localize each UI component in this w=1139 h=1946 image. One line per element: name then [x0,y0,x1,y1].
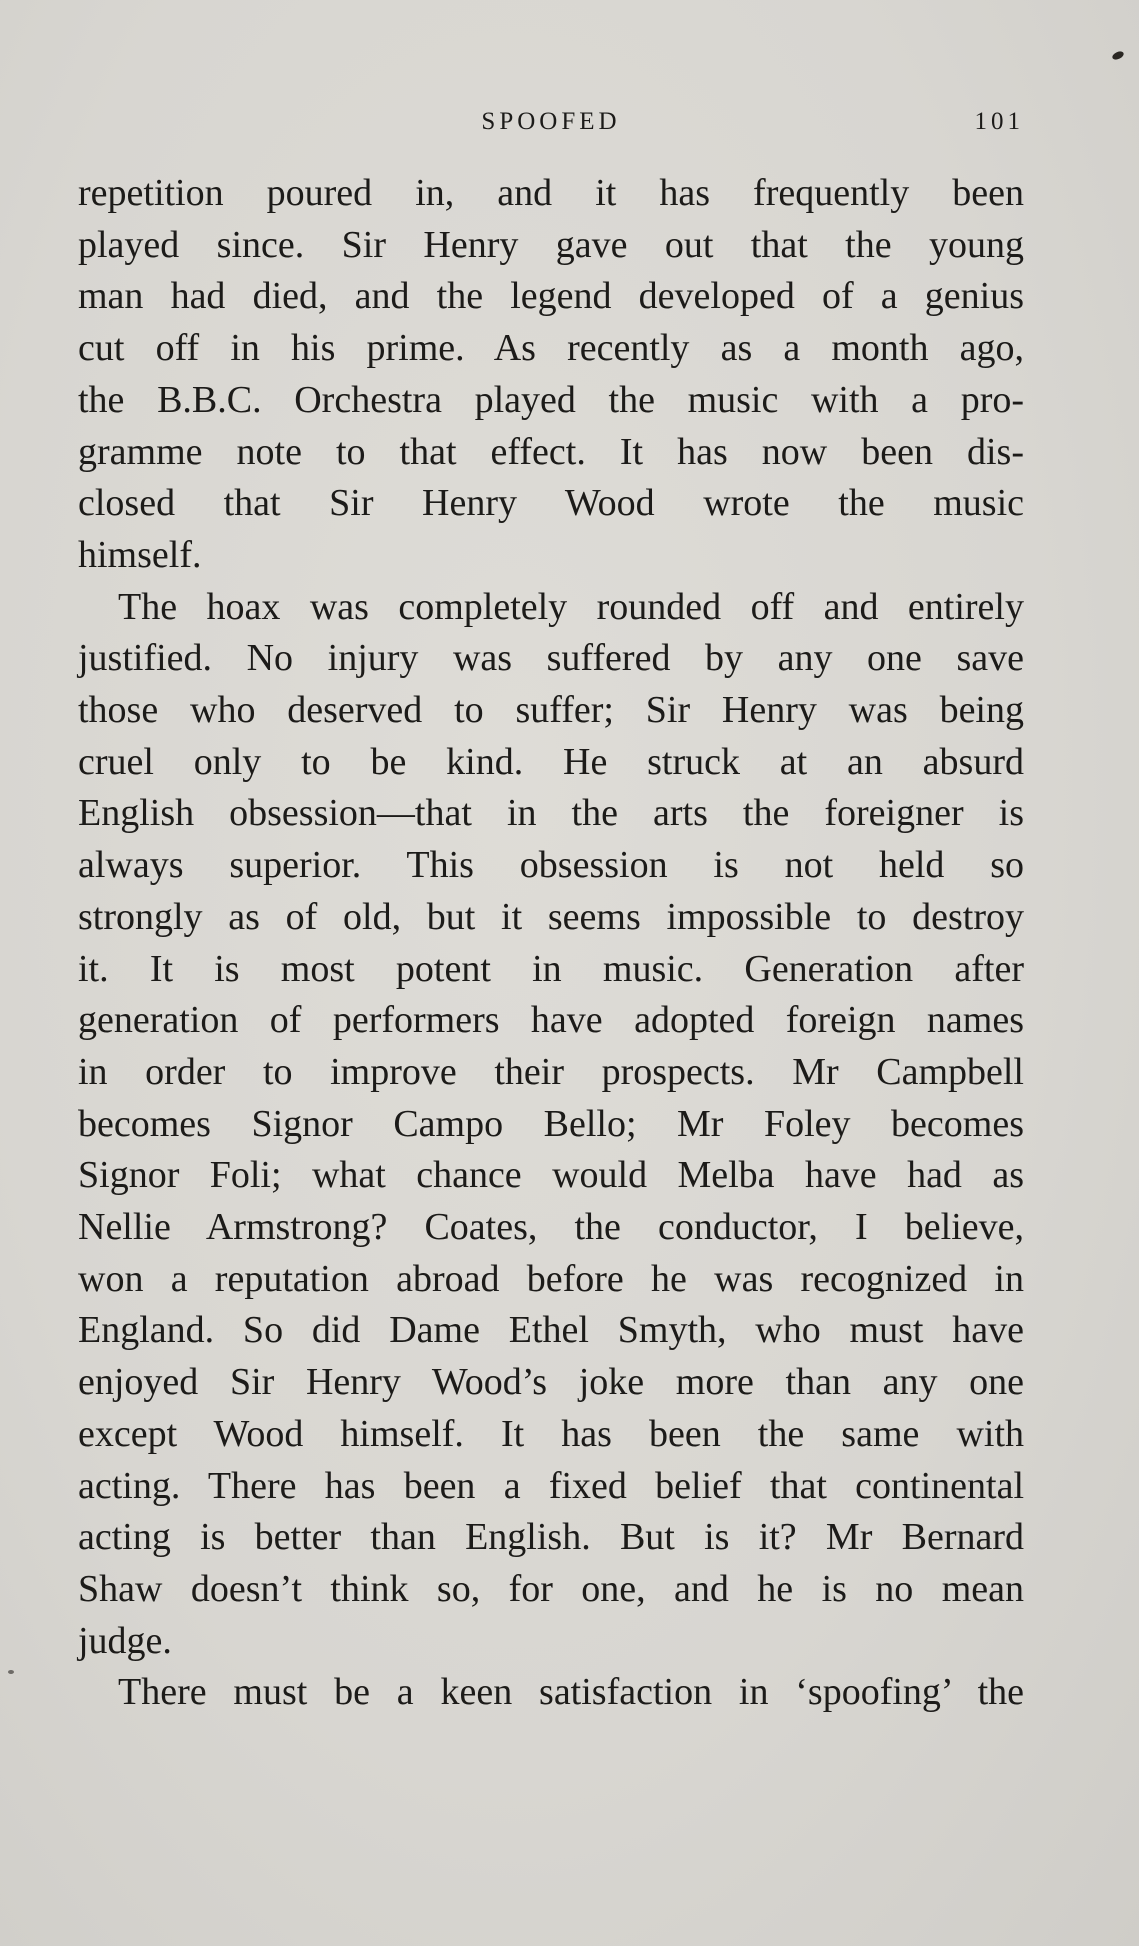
text-line: cut off in his prime. As recently as a month ago, [78,327,1024,370]
text-line: played since. Sir Henry gave out that the young [78,223,1024,266]
text-line: gramme note to that effect. It has now been dis- [78,430,1024,473]
ink-speck [8,1670,14,1674]
text-line: closed that Sir Henry Wood wrote the music [78,482,1024,525]
running-head [78,108,1024,144]
text-line: acting is better than English. But is it? Mr Bernard [78,1516,1024,1559]
text-line: acting. There has been a fixed belief that continental [78,1464,1024,1507]
text-line: English obsession—that in the arts the foreigner is [78,792,1024,835]
text-line: cruel only to be kind. He struck at an absurd [78,740,1024,783]
body-text [78,168,1024,1719]
text-line: England. So did Dame Ethel Smyth, who must have [78,1309,1024,1352]
text-line: Signor Foli; what chance would Melba have had as [78,1154,1024,1197]
page-number: 101 [974,108,1024,135]
text-line: repetition poured in, and it has frequently been [78,172,1024,214]
paragraph-2 [78,582,1024,1668]
text-line: judge. [78,1619,172,1662]
text-line: those who deserved to suffer; Sir Henry was being [78,689,1024,732]
text-line: Shaw doesn’t think so, for one, and he is no mean [78,1567,1024,1610]
text-line: the B.B.C. Orchestra played the music with a pro- [78,378,1024,421]
text-line: won a reputation abroad before he was recognized in [78,1257,1024,1300]
text-line: always superior. This obsession is not held so [78,844,1024,887]
text-line: enjoyed Sir Henry Wood’s joke more than any one [78,1361,1024,1404]
text-line: generation of performers have adopted foreign names [78,999,1024,1042]
paragraph-3 [78,1667,1024,1719]
text-line: in order to improve their prospects. Mr Campbell [78,1050,1024,1093]
chapter-title: SPOOFED [481,108,621,135]
text-line: The hoax was completely rounded off and entirely [118,585,1024,628]
text-line: strongly as of old, but it seems impossible to destroy [78,895,1024,938]
text-line: except Wood himself. It has been the same with [78,1412,1024,1455]
text-line: becomes Signor Campo Bello; Mr Foley becomes [78,1102,1024,1145]
text-line: There must be a keen satisfaction in ‘spoofing’ the [118,1671,1024,1714]
text-line: Nellie Armstrong? Coates, the conductor, I believe, [78,1206,1024,1249]
paragraph-1 [78,168,1024,582]
text-line: man had died, and the legend developed of a genius [78,275,1024,318]
ink-speck [1111,50,1125,61]
text-line: himself. [78,533,202,576]
text-line: justified. No injury was suffered by any one save [78,637,1024,680]
text-line: it. It is most potent in music. Generation after [78,947,1024,990]
